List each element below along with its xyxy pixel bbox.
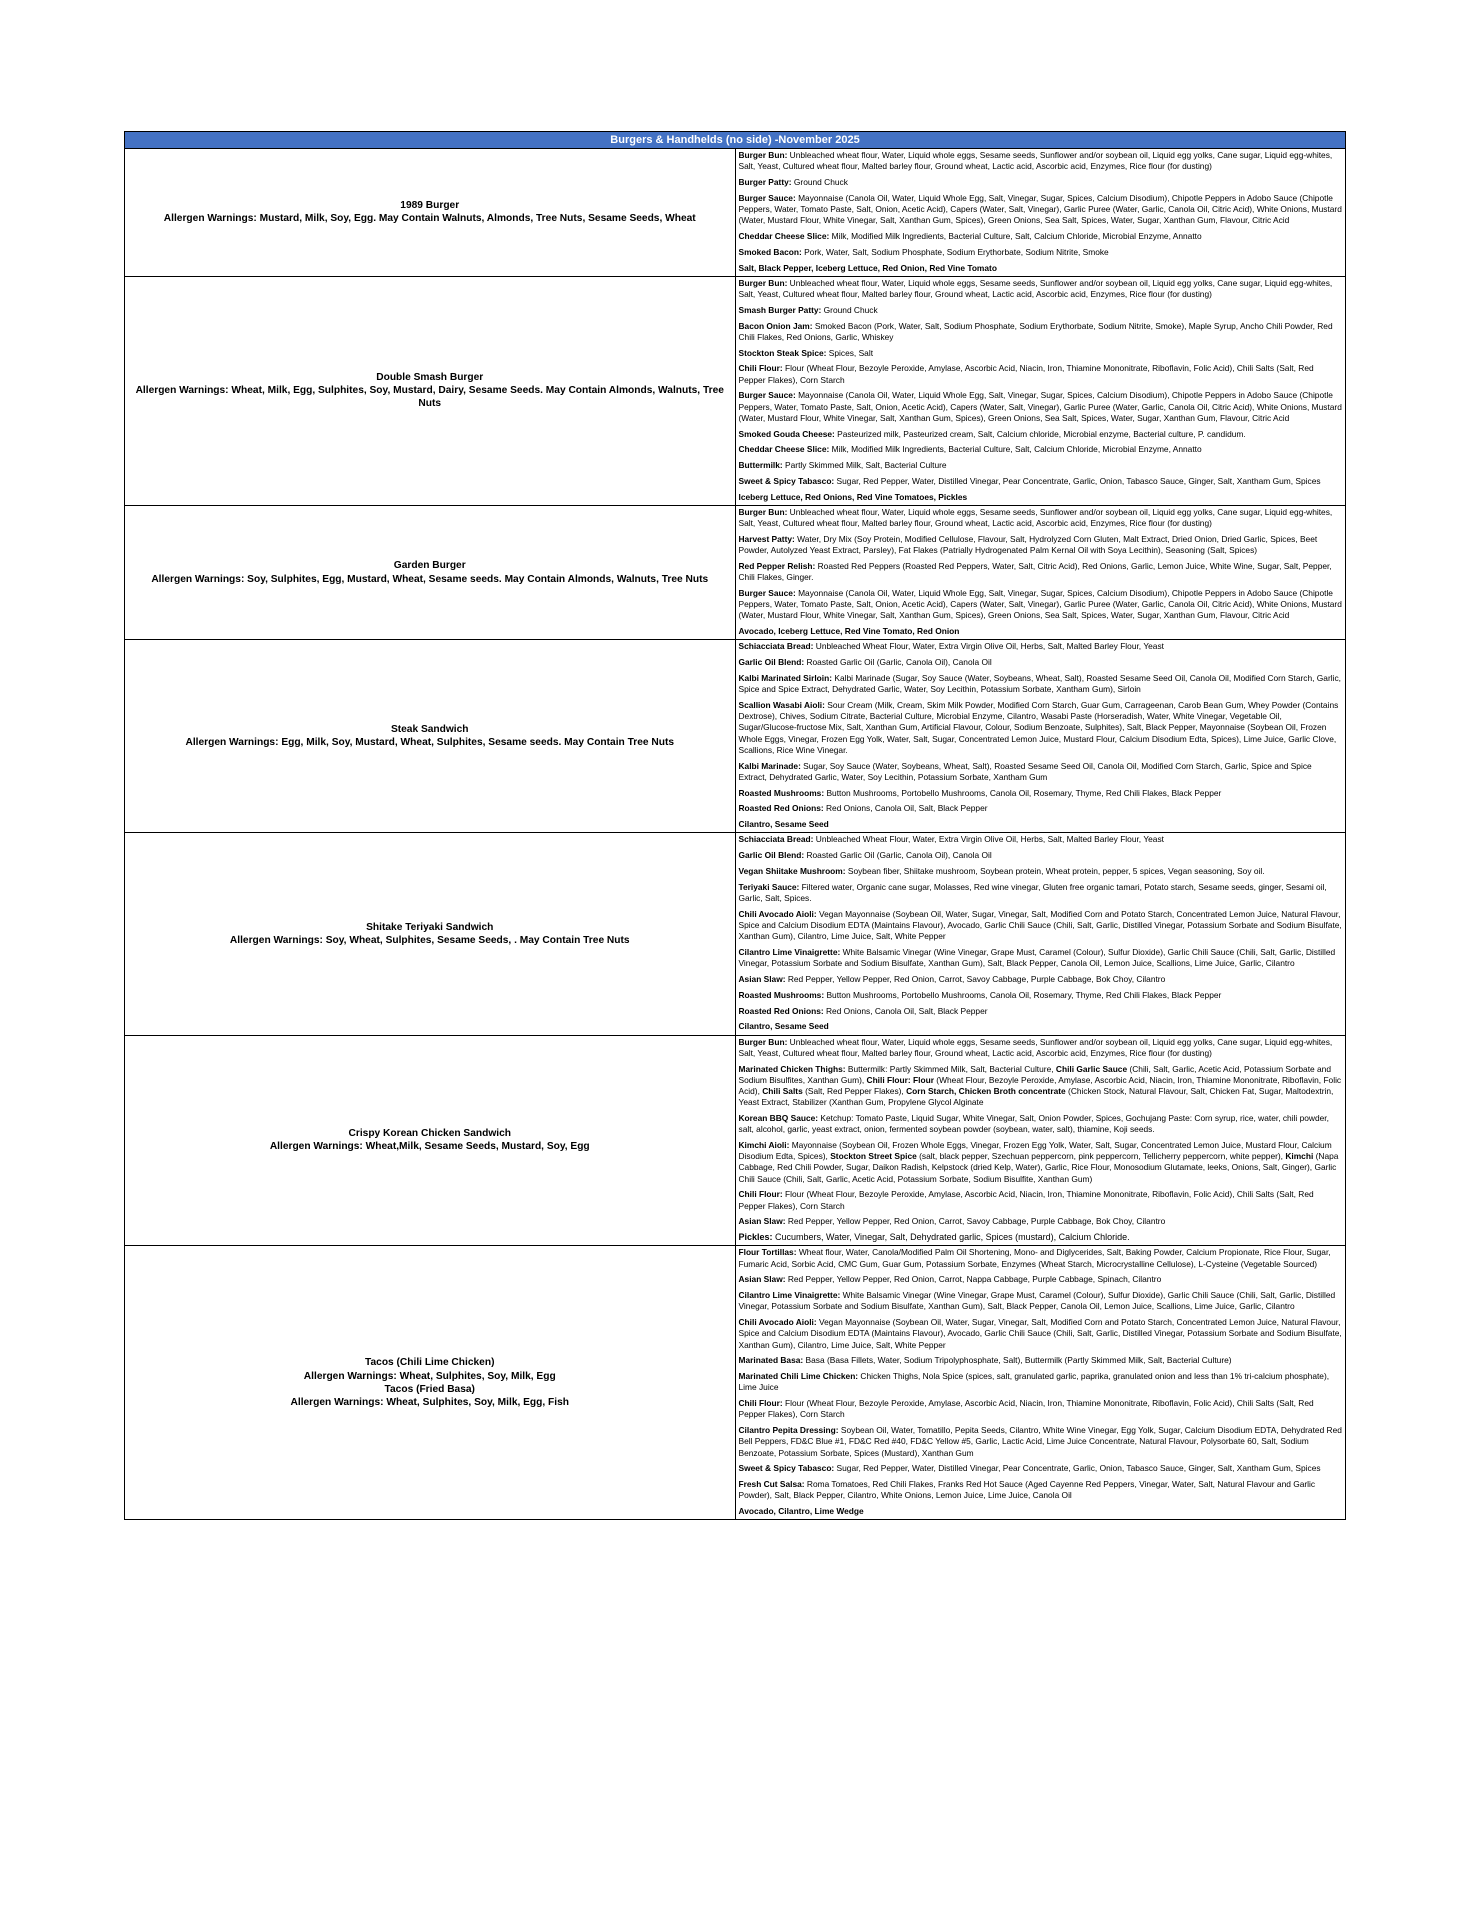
ingredient-component-name: Marinated Chili Lime Chicken:: [738, 1371, 859, 1382]
ingredient-component-text: Partly Skimmed Milk, Salt, Bacterial Culture: [782, 460, 947, 471]
ingredient-component-name: Cilantro, Sesame Seed: [738, 819, 829, 830]
ingredient-component-name: Schiacciata Bread:: [738, 834, 814, 845]
ingredient-component-text: Buttermilk: Partly Skimmed Milk, Salt, Bacterial Culture,: [845, 1063, 1056, 1074]
ingredient-line: [739, 444, 1343, 455]
ingredient-component-text: Mayonnaise (Canola Oil, Water, Liquid Whole Egg, Salt, Vinegar, Sugar, Spices, Calcium Disodium), Chipotle Peppers in Adobo Sauce (Chipotle Peppers, Water, Tomato Paste, Salt, Onion, Acetic Acid), Capers (Water, Salt, Vinegar), Garlic Puree (Water, Garlic, Canola Oil, Citric Acid), White Onions, Mustard (Water, Mustard Flour, White Vinegar, Salt, Xanthan Gum, Spices), Green Onions, Sea Salt, Spices, Water, Sugar, Xanthan Gum, Flavour, Citric Acid: [738, 587, 1342, 621]
ingredient-component-name: Chili Flour:: [738, 363, 783, 374]
ingredient-line: [739, 534, 1343, 556]
ingredient-component-text: Flour (Wheat Flour, Bezoyle Peroxide, Amylase, Ascorbic Acid, Niacin, Iron, Thiamine Mononitrate, Riboflavin, Folic Acid), Chili Salts (Salt, Red Pepper Flakes), Corn Starch: [738, 1398, 1314, 1420]
ingredient-component-name: Kalbi Marinade:: [738, 760, 801, 771]
ingredient-line: [739, 193, 1343, 227]
ingredient-component-name: Vegan Shiitake Mushroom:: [738, 865, 846, 876]
ingredient-line: [739, 1216, 1343, 1227]
ingredient-component-name: Burger Sauce:: [738, 587, 796, 598]
ingredient-component-name: Scallion Wasabi Aioli:: [738, 699, 825, 710]
ingredient-component-name: Burger Sauce:: [738, 390, 796, 401]
ingredient-line: [739, 363, 1343, 385]
menu-item-name: Garden Burger: [393, 560, 466, 572]
ingredient-line: [739, 882, 1343, 904]
ingredient-line: [739, 390, 1343, 424]
ingredient-component-text: Vegan Mayonnaise (Soybean Oil, Water, Sugar, Vinegar, Salt, Modified Corn and Potato Starch, Concentrated Lemon Juice, Natural Flavour, Spice and Calcium Disodium EDTA (Maintains Flavour), Avocado, Garlic Chili Sauce (Chili, Salt, Garlic, Distilled Vinegar, Potassium Sorbate and Sodium Bisulfate, Xanthan Gum), Cilantro, Lime Juice, Salt, White Pepper: [738, 908, 1342, 942]
ingredient-component-name: Smash Burger Patty:: [738, 304, 822, 315]
ingredient-component-name: Chili Flour:: [738, 1189, 783, 1200]
ingredient-component-name: Burger Bun:: [738, 150, 788, 160]
ingredient-line: [739, 947, 1343, 969]
ingredient-component-name: Buttermilk:: [738, 460, 783, 471]
table-title-row: [125, 132, 1346, 149]
ingredient-line: [739, 626, 1343, 637]
ingredient-component-name: Teriyaki Sauce:: [738, 881, 800, 892]
ingredient-line: [739, 278, 1343, 300]
ingredient-component-name: Burger Bun:: [738, 277, 788, 288]
ingredient-component-text: Soybean fiber, Shiitake mushroom, Soybean protein, Wheat protein, pepper, 5 spices, Vegan seasoning, Soy oil.: [845, 865, 1265, 876]
menu-item-name: Tacos (Fried Basa): [384, 1383, 475, 1395]
ingredient-line: [739, 1398, 1343, 1420]
ingredient-component-text: Red Onions, Canola Oil, Salt, Black Pepper: [823, 803, 988, 814]
ingredient-component-name: Chili Avocado Aioli:: [738, 1317, 817, 1328]
ingredient-component-text: Kalbi Marinade (Sugar, Soy Sauce (Water, Soybeans, Wheat, Salt), Roasted Sesame Seed Oil, Canola Oil, Modified Corn Starch, Garlic, Spice and Spice Extract, Dehydrated Garlic, Water, Soy Lecithin, Potassium Sorbate, Xantham Gum), Sirloin: [738, 672, 1341, 695]
ingredient-component-name: Roasted Mushrooms:: [738, 989, 825, 1000]
ingredient-component-text: Milk, Modified Milk Ingredients, Bacterial Culture, Salt, Calcium Chloride, Microbial Enzyme, Annatto: [829, 444, 1202, 455]
ingredient-component-name: Burger Bun:: [738, 506, 788, 517]
ingredient-line: [739, 1113, 1343, 1135]
ingredient-line: [739, 990, 1343, 1001]
ingredient-component-name: Roasted Mushrooms:: [738, 787, 825, 798]
ingredient-component-name: Smoked Bacon:: [738, 246, 802, 257]
menu-item-cell: [125, 505, 736, 639]
ingredient-component-text: (Napa Cabbage, Red Chili Powder, Sugar, Daikon Radish, Kelpstock (dried Kelp, Water), Garlic, Rice Flour, Monosodium Glutamate, leeks, Onions, Salt, Ginger), Garlic Chili Sauce (Chili, Salt, Garlic, Acetic Acid, Potassium Sorbate, Sodium Bisulfite, Xanthan Gum): [738, 1151, 1339, 1184]
ingredients-cell: [735, 276, 1346, 505]
ingredient-component-text: (Chili, Salt, Garlic, Acetic Acid, Potassium Sorbate and Sodium Bisulfites, Xanthan Gum),: [738, 1063, 1332, 1085]
ingredient-line: [739, 476, 1343, 487]
ingredient-component-text: Unbleached wheat flour, Water, Liquid whole eggs, Sesame seeds, Sunflower and/or soybean oil, Liquid egg yolks, Cane sugar, Liquid egg-whites, Salt, Yeast, Cultured wheat flour, Malted barley flour, Ground wheat, Lactic acid, Ascorbic acid, Enzymes, Rice flour (for dusting): [738, 506, 1333, 529]
ingredients-cell: [735, 1246, 1346, 1520]
ingredient-component-name: Stockton Steak Spice:: [738, 347, 827, 358]
table-row: [125, 505, 1346, 639]
ingredient-line: [739, 177, 1343, 188]
ingredient-line: [739, 819, 1343, 830]
ingredient-line: [739, 150, 1343, 172]
ingredient-line: [739, 507, 1343, 529]
ingredient-line: [739, 1064, 1343, 1109]
ingredient-component-name: Corn Starch, Chicken Broth concentrate: [906, 1085, 1066, 1096]
ingredient-component-text: Cucumbers, Water, Vinegar, Salt, Dehydrated garlic, Spices (mustard), Calcium Chloride.: [772, 1232, 1130, 1243]
ingredient-component-text: Unbleached Wheat Flour, Water, Extra Virgin Olive Oil, Herbs, Salt, Malted Barley Flour, Yeast: [813, 834, 1164, 845]
ingredient-component-text: Mayonnaise (Canola Oil, Water, Liquid Whole Egg, Salt, Vinegar, Sugar, Spices, Calcium Disodium), Chipotle Peppers in Adobo Sauce (Chipotle Peppers, Water, Tomato Paste, Salt, Onion, Acetic Acid), Capers (Water, Salt, Vinegar), Garlic Puree (Water, Garlic, Canola Oil, Citric Acid), White Onions, Mustard (Water, Mustard Flour, White Vinegar, Salt, Xanthan Gum, Spices), Green Onions, Sea Salt, Spices, Water, Sugar, Xanthan Gum, Flavour, Citric Acid: [738, 390, 1342, 423]
ingredient-component-text: Filtered water, Organic cane sugar, Molasses, Red wine vinegar, Gluten free organic tamari, Potato starch, Sesame seeds, ginger, Sesami oil, Garlic, Salt, Spices.: [738, 881, 1327, 903]
ingredient-component-name: Schiacciata Bread:: [738, 641, 814, 652]
ingredient-line: [739, 1247, 1343, 1269]
ingredients-cell: [735, 149, 1346, 277]
ingredient-line: [739, 673, 1343, 695]
ingredient-line: [739, 348, 1343, 359]
ingredient-line: [739, 231, 1343, 242]
ingredient-component-name: Burger Bun:: [738, 1036, 788, 1047]
ingredient-component-text: Red Pepper, Yellow Pepper, Red Onion, Carrot, Savoy Cabbage, Purple Cabbage, Bok Choy, Cilantro: [785, 1216, 1166, 1227]
table-row: [125, 833, 1346, 1035]
ingredient-component-text: White Balsamic Vinegar (Wine Vinegar, Grape Must, Caramel (Colour), Sulfur Dioxide), Garlic Chili Sauce (Chili, Salt, Garlic, Distilled Vinegar, Potassium Sorbate and Sodium Bisulfate, Xanthan Gum), Salt, Black Pepper, Canola Oil, Lemon Juice, Scallions, Lime Juice, Garlic, Cilantro: [738, 946, 1336, 969]
ingredient-component-name: Pickles:: [738, 1232, 773, 1243]
ingredient-line: [739, 1317, 1343, 1351]
ingredient-component-text: (Chicken Stock, Natural Flavour, Salt, Chicken Fat, Sugar, Maltodextrin, Yeast Extract, Stabilizer (Xanthan Gum, Propylene Glycol Alginate: [738, 1085, 1334, 1108]
allergen-warning: Allergen Warnings: Wheat, Sulphites, Soy, Milk, Egg: [303, 1370, 556, 1382]
ingredient-line: [739, 641, 1343, 652]
ingredient-line: [739, 1479, 1343, 1501]
ingredient-component-name: Roasted Red Onions:: [738, 803, 824, 814]
ingredient-component-text: Milk, Modified Milk Ingredients, Bacterial Culture, Salt, Calcium Chloride, Microbial Enzyme, Annatto: [829, 231, 1202, 241]
ingredient-component-text: Soybean Oil, Water, Tomatillo, Pepita Seeds, Cilantro, White Wine Vinegar, Egg Yolk, Sugar, Calcium Disodium EDTA, Dehydrated Red Bell Peppers, FD&C Blue #1, FD&C Red #40, FD&C Yellow #5, Garlic, Lactic Acid, Lime Juice Concentrate, Natural Flavour, Polysorbate 60, Salt, Sodium Benzoate, Potassium Sorbate, Spices (Mustard), Xanthan Gum: [738, 1425, 1342, 1458]
ingredient-component-text: (Salt, Red Pepper Flakes),: [802, 1085, 907, 1096]
ingredient-component-name: Sweet & Spicy Tabasco:: [738, 475, 835, 486]
ingredient-component-text: Button Mushrooms, Portobello Mushrooms, Canola Oil, Rosemary, Thyme, Red Chili Flakes, Black Pepper: [824, 989, 1222, 1000]
ingredient-line: [739, 1463, 1343, 1474]
ingredient-component-name: Cilantro Lime Vinaigrette:: [738, 946, 841, 957]
ingredient-component-text: Ketchup: Tomato Paste, Liquid Sugar, White Vinegar, Salt, Onion Powder, Spices, Gochujang Paste: Corn syrup, rice, water, chili powder, salt, alcohol, garlic, yeast extract, onion, fermented soybean powder (soybean, water, salt), thiamine, Koji seeds.: [738, 1112, 1329, 1135]
ingredient-component-name: Salt, Black Pepper, Iceberg Lettuce, Red Onion, Red Vine Tomato: [738, 262, 997, 273]
ingredient-line: [739, 700, 1343, 756]
table-title: Burgers & Handhelds (no side) -November 2025: [125, 132, 1346, 149]
table-row: [125, 1035, 1346, 1246]
ingredient-line: [739, 1425, 1343, 1459]
ingredient-component-name: Kalbi Marinated Sirloin:: [738, 672, 833, 683]
menu-item-cell: [125, 640, 736, 833]
ingredient-component-text: Mayonnaise (Soybean Oil, Frozen Whole Eggs, Vinegar, Frozen Egg Yolk, Water, Salt, Sugar, Concentrated Lemon Juice, Mustard Flour, Calcium Disodium Edta, Spices),: [738, 1139, 1332, 1162]
ingredient-component-text: Chicken Thighs, Nola Spice (spices, salt, granulated garlic, paprika, granulated onion and less than 1% tri-calcium phosphate), Lime Juice: [738, 1371, 1330, 1393]
ingredient-component-name: Avocado, Iceberg Lettuce, Red Vine Tomato, Red Onion: [738, 626, 960, 637]
ingredient-component-name: Roasted Red Onions:: [738, 1005, 824, 1016]
ingredient-component-name: Korean BBQ Sauce:: [738, 1112, 819, 1123]
ingredient-line: [739, 788, 1343, 799]
ingredient-component-name: Smoked Gouda Cheese:: [738, 428, 835, 439]
ingredient-line: [739, 460, 1343, 471]
ingredient-component-name: Marinated Chicken Thighs:: [738, 1063, 846, 1074]
ingredient-component-text: Roasted Garlic Oil (Garlic, Canola Oil), Canola Oil: [804, 657, 992, 668]
menu-item-cell: [125, 276, 736, 505]
menu-item-cell: [125, 1035, 736, 1246]
ingredient-line: [739, 1371, 1343, 1393]
table-row: [125, 149, 1346, 277]
allergen-warning: Allergen Warnings: Egg, Milk, Soy, Mustard, Wheat, Sulphites, Sesame seeds. May Contain Tree Nuts: [185, 737, 675, 749]
ingredient-component-name: Asian Slaw:: [738, 1216, 786, 1227]
allergen-table: [124, 131, 1346, 1520]
ingredient-line: [739, 866, 1343, 877]
menu-item-name: Crispy Korean Chicken Sandwich: [348, 1128, 511, 1140]
ingredient-component-text: Sugar, Red Pepper, Water, Distilled Vinegar, Pear Concentrate, Garlic, Onion, Tabasco Sauce, Ginger, Salt, Xantham Gum, Spices: [834, 1463, 1321, 1474]
ingredient-component-text: Roasted Garlic Oil (Garlic, Canola Oil), Canola Oil: [804, 850, 992, 861]
ingredient-line: [739, 974, 1343, 985]
ingredient-component-name: Chili Garlic Sauce: [1055, 1063, 1128, 1074]
ingredient-line: [739, 1189, 1343, 1211]
ingredient-line: [739, 1140, 1343, 1185]
menu-item-name: Shitake Teriyaki Sandwich: [366, 921, 494, 933]
ingredients-cell: [735, 505, 1346, 639]
table-row: [125, 1246, 1346, 1520]
ingredient-component-text: Basa (Basa Fillets, Water, Sodium Tripolyphosphate, Salt), Buttermilk (Partly Skimmed Milk, Salt, Bacterial Culture): [803, 1355, 1232, 1366]
ingredient-component-name: Stockton Street Spice: [830, 1151, 917, 1162]
ingredient-component-name: Fresh Cut Salsa:: [738, 1479, 805, 1490]
ingredient-component-name: Cilantro Lime Vinaigrette:: [738, 1290, 841, 1301]
ingredient-line: [739, 850, 1343, 861]
ingredient-component-text: Unbleached wheat flour, Water, Liquid whole eggs, Sesame seeds, Sunflower and/or soybean oil, Liquid egg yolks, Cane sugar, Liquid egg-whites, Salt, Yeast, Cultured wheat flour, Malted barley flour, Ground wheat, Lactic acid, Ascorbic acid, Enzymes, Rice flour (for dusting): [738, 1036, 1333, 1058]
ingredient-component-text: White Balsamic Vinegar (Wine Vinegar, Grape Must, Caramel (Colour), Sulfur Dioxide), Garlic Chili Sauce (Chili, Salt, Garlic, Distilled Vinegar, Potassium Sorbate and Sodium Bisulfate, Xanthan Gum), Salt, Black Pepper, Canola Oil, Lemon Juice, Scallions, Lime Juice, Garlic, Cilantro: [738, 1290, 1336, 1312]
ingredient-component-name: Marinated Basa:: [738, 1355, 804, 1366]
ingredient-component-name: Garlic Oil Blend:: [738, 850, 805, 861]
ingredient-component-text: (Wheat Flour, Bezoyle Peroxide, Amylase, Ascorbic Acid, Niacin, Iron, Thiamine Mononitrate, Riboflavin, Folic Acid),: [738, 1074, 1342, 1096]
menu-item-name: Tacos (Chili Lime Chicken): [365, 1357, 495, 1369]
ingredient-line: [739, 761, 1343, 783]
ingredient-line: [739, 803, 1343, 814]
ingredients-cell: [735, 833, 1346, 1035]
ingredient-component-text: Wheat flour, Water, Canola/Modified Palm Oil Shortening, Mono- and Diglycerides, Salt, Baking Powder, Calcium Propionate, Rice Flour, Sugar, Fumaric Acid, Sorbic Acid, CMC Gum, Guar Gum, Potassium Sorbate, Enzymes (Wheat Starch, Microcrystalline Cellulose), L-Cysteine (Vegetable Sourced): [738, 1247, 1331, 1269]
ingredient-component-name: Cheddar Cheese Slice:: [738, 231, 830, 241]
ingredient-line: [739, 1037, 1343, 1059]
menu-item-cell: [125, 833, 736, 1035]
ingredient-component-text: Red Onions, Canola Oil, Salt, Black Pepper: [823, 1005, 988, 1016]
ingredient-component-text: Spices, Salt: [826, 347, 874, 358]
ingredient-component-text: Pork, Water, Salt, Sodium Phosphate, Sodium Erythorbate, Sodium Nitrite, Smoke: [801, 246, 1109, 257]
ingredient-component-name: Kimchi: [1285, 1151, 1314, 1162]
ingredient-component-text: Sugar, Red Pepper, Water, Distilled Vinegar, Pear Concentrate, Garlic, Onion, Tabasco Sauce, Ginger, Salt, Xantham Gum, Spices: [834, 475, 1321, 486]
ingredient-component-text: Roasted Red Peppers (Roasted Red Peppers, Water, Salt, Citric Acid), Red Onions, Garlic, Lemon Juice, White Wine, Sugar, Salt, Pepper, Chili Flakes, Ginger.: [738, 560, 1332, 583]
ingredient-line: [739, 588, 1343, 622]
ingredient-component-text: Sour Cream (Milk, Cream, Skim Milk Powder, Modified Corn Starch, Guar Gum, Carrageenan, Carob Bean Gum, Whey Powder (Contains Dextrose), Chives, Sodium Citrate, Bacterial Culture, Microbial Enzyme, Cilantro, Wasabi Paste (Horseradish, Water, White Vinegar, Vegetable Oil, Sugar/Glucose-fructose Mix, Salt, Xanthan Gum, Artificial Flavour, Colour, Sodium Benzoate, Sulphites), Salt, Black Pepper, Mayonnaise (Soybean Oil, Frozen Whole Eggs, Vinegar, Frozen Egg Yolk, Water, Salt, Sugar, Concentrated Lemon Juice, Mustard Flour, Calcium Disodium Edta, Spices), Lime Juice, Garlic Clove, Scallions, Rice Wine Vinegar.: [738, 699, 1339, 755]
ingredient-line: [739, 1021, 1343, 1032]
ingredient-component-text: Unbleached wheat flour, Water, Liquid whole eggs, Sesame seeds, Sunflower and/or soybean oil, Liquid egg yolks, Cane sugar, Liquid egg-whites, Salt, Yeast, Cultured wheat flour, Malted barley flour, Ground wheat, Lactic acid, Ascorbic acid, Enzymes, Rice flour (for dusting): [738, 150, 1333, 172]
ingredient-line: [739, 1506, 1343, 1517]
ingredient-component-name: Kimchi Aioli:: [738, 1139, 790, 1150]
ingredient-component-text: Roma Tomatoes, Red Chili Flakes, Franks Red Hot Sauce (Aged Cayenne Red Peppers, Vinegar, Water, Salt, Natural Flavour and Garlic Powder), Salt, Black Pepper, Cilantro, White Onions, Lemon Juice, Lime Juice, Canola Oil: [738, 1479, 1316, 1501]
allergen-warning: Allergen Warnings: Wheat,Milk, Sesame Seeds, Mustard, Soy, Egg: [269, 1141, 590, 1153]
ingredient-line: [739, 321, 1343, 343]
ingredient-component-text: Vegan Mayonnaise (Soybean Oil, Water, Sugar, Vinegar, Salt, Modified Corn and Potato Starch, Concentrated Lemon Juice, Natural Flavour, Spice and Calcium Disodium EDTA (Maintains Flavour), Avocado, Garlic Chili Sauce (Chili, Salt, Garlic, Distilled Vinegar, Potassium Sorbate and Sodium Bisulfate, Xanthan Gum), Cilantro, Lime Juice, Salt, White Pepper: [738, 1317, 1342, 1350]
ingredient-component-text: (salt, black pepper, Szechuan peppercorn, pink peppercorn, Tellicherry peppercorn, white pepper),: [916, 1151, 1286, 1162]
ingredient-component-name: Asian Slaw:: [738, 973, 786, 984]
ingredient-component-text: Smoked Bacon (Pork, Water, Salt, Sodium Phosphate, Sodium Erythorbate, Sodium Nitrite, Smoke), Maple Syrup, Ancho Chili Powder, Red Chili Flakes, Red Onions, Garlic, Whiskey: [738, 320, 1333, 342]
ingredient-line: [739, 247, 1343, 258]
ingredients-cell: [735, 1035, 1346, 1246]
ingredient-component-text: Button Mushrooms, Portobello Mushrooms, Canola Oil, Rosemary, Thyme, Red Chili Flakes, Black Pepper: [824, 787, 1222, 798]
ingredient-component-text: Red Pepper, Yellow Pepper, Red Onion, Carrot, Savoy Cabbage, Purple Cabbage, Bok Choy, Cilantro: [785, 973, 1166, 984]
ingredient-line: [739, 1006, 1343, 1017]
ingredient-component-text: Red Pepper, Yellow Pepper, Red Onion, Carrot, Nappa Cabbage, Purple Cabbage, Spinach, Cilantro: [785, 1274, 1162, 1285]
allergen-warning: Allergen Warnings: Soy, Wheat, Sulphites, Sesame Seeds, . May Contain Tree Nuts: [229, 934, 630, 946]
ingredient-component-text: Ground Chuck: [791, 177, 848, 187]
ingredient-component-name: Chili Salts: [762, 1085, 803, 1096]
ingredient-line: [739, 561, 1343, 583]
allergen-warning: Allergen Warnings: Mustard, Milk, Soy, Egg. May Contain Walnuts, Almonds, Tree Nuts, Sesame Seeds, Wheat: [163, 213, 696, 225]
ingredient-component-name: Iceberg Lettuce, Red Onions, Red Vine Tomatoes, Pickles: [738, 491, 968, 502]
ingredient-line: [739, 834, 1343, 845]
ingredient-component-name: Asian Slaw:: [738, 1274, 786, 1285]
ingredient-component-name: Garlic Oil Blend:: [738, 657, 805, 668]
ingredient-component-name: Red Pepper Relish:: [738, 560, 816, 571]
menu-item-cell: [125, 1246, 736, 1520]
ingredient-component-name: Harvest Patty:: [738, 533, 795, 544]
menu-item-cell: [125, 149, 736, 277]
ingredient-line: [739, 1355, 1343, 1366]
ingredient-component-name: Chili Flour: Flour: [866, 1074, 934, 1085]
ingredient-component-name: Cilantro, Sesame Seed: [738, 1021, 829, 1032]
ingredient-component-text: Water, Dry Mix (Soy Protein, Modified Cellulose, Flavour, Salt, Hydrolyzed Corn Gluten, Malt Extract, Dried Onion, Dried Garlic, Spices, Beet Powder, Autolyzed Yeast Extract, Parsley), Fat Flakes (Patrially Hydrogenated Palm Kernal Oil with Soya Lecithin), Seasoning (Salt, Spices): [738, 533, 1318, 556]
table-row: [125, 276, 1346, 505]
ingredient-component-name: Burger Sauce:: [738, 192, 796, 203]
ingredient-line: [739, 429, 1343, 440]
ingredient-component-name: Chili Flour:: [738, 1398, 783, 1409]
ingredient-component-name: Avocado, Cilantro, Lime Wedge: [738, 1506, 864, 1517]
ingredient-component-name: Bacon Onion Jam:: [738, 320, 813, 331]
ingredient-component-name: Chili Avocado Aioli:: [738, 908, 817, 919]
ingredient-component-name: Cheddar Cheese Slice:: [738, 444, 830, 455]
ingredient-component-text: Flour (Wheat Flour, Bezoyle Peroxide, Amylase, Ascorbic Acid, Niacin, Iron, Thiamine Mononitrate, Riboflavin, Folic Acid), Chili Salts (Salt, Red Pepper Flakes), Corn Starch: [738, 363, 1314, 385]
ingredient-line: [739, 657, 1343, 668]
table-row: [125, 640, 1346, 833]
ingredient-line: [739, 492, 1343, 503]
ingredient-component-name: Flour Tortillas:: [738, 1247, 797, 1258]
ingredient-component-text: Flour (Wheat Flour, Bezoyle Peroxide, Amylase, Ascorbic Acid, Niacin, Iron, Thiamine Mononitrate, Riboflavin, Folic Acid), Chili Salts (Salt, Red Pepper Flakes), Corn Starch: [738, 1189, 1314, 1211]
ingredient-component-text: Sugar, Soy Sauce (Water, Soybeans, Wheat, Salt), Roasted Sesame Seed Oil, Canola Oil, Modified Corn Starch, Garlic, Spice and Spice Extract, Dehydrated Garlic, Water, Soy Lecithin, Potassium Sorbate, Xantham Gum: [738, 760, 1312, 782]
ingredient-component-name: Cilantro Pepita Dressing:: [738, 1425, 839, 1436]
ingredient-line: [739, 305, 1343, 316]
ingredients-cell: [735, 640, 1346, 833]
ingredient-line: [739, 1232, 1343, 1243]
allergen-warning: Allergen Warnings: Wheat, Sulphites, Soy, Milk, Egg, Fish: [290, 1397, 569, 1409]
ingredient-component-text: Ground Chuck: [821, 304, 878, 315]
allergen-warning: Allergen Warnings: Wheat, Milk, Egg, Sulphites, Soy, Mustard, Dairy, Sesame Seeds. May Contain Almonds, Walnuts, Tree Nuts: [135, 385, 724, 410]
menu-item-name: Steak Sandwich: [390, 724, 469, 736]
ingredient-line: [739, 1274, 1343, 1285]
menu-item-name: 1989 Burger: [400, 200, 460, 212]
ingredient-component-name: Sweet & Spicy Tabasco:: [738, 1463, 835, 1474]
ingredient-component-text: Mayonnaise (Canola Oil, Water, Liquid Whole Egg, Salt, Vinegar, Sugar, Spices, Calcium Disodium), Chipotle Peppers in Adobo Sauce (Chipotle Peppers, Water, Tomato Paste, Salt, Onion, Acetic Acid), Capers (Water, Salt, Vinegar), Garlic Puree (Water, Garlic, Canola Oil, Citric Acid), White Onions, Mustard (Water, Mustard Flour, White Vinegar, Salt, Xanthan Gum, Spices), Green Onions, Sea Salt, Spices, Water, Sugar, Xanthan Gum, Flavour, Citric Acid: [738, 192, 1342, 226]
ingredient-line: [739, 909, 1343, 943]
allergen-warning: Allergen Warnings: Soy, Sulphites, Egg, Mustard, Wheat, Sesame seeds. May Contain Almonds, Walnuts, Tree Nuts: [151, 573, 709, 585]
menu-item-name: Double Smash Burger: [376, 372, 484, 384]
ingredient-component-name: Burger Patty:: [738, 177, 792, 187]
ingredient-component-text: Unbleached Wheat Flour, Water, Extra Virgin Olive Oil, Herbs, Salt, Malted Barley Flour, Yeast: [813, 641, 1164, 652]
table-body: [125, 149, 1346, 1520]
ingredient-component-text: Unbleached wheat flour, Water, Liquid whole eggs, Sesame seeds, Sunflower and/or soybean oil, Liquid egg yolks, Cane sugar, Liquid egg-whites, Salt, Yeast, Cultured wheat flour, Malted barley flour, Ground wheat, Lactic acid, Ascorbic acid, Enzymes, Rice flour (for dusting): [738, 277, 1333, 299]
ingredient-component-text: Pasteurized milk, Pasteurized cream, Salt, Calcium chloride, Microbial enzyme, Bacterial culture, P. candidum.: [834, 428, 1246, 439]
ingredient-line: [739, 1290, 1343, 1312]
ingredient-line: [739, 263, 1343, 274]
